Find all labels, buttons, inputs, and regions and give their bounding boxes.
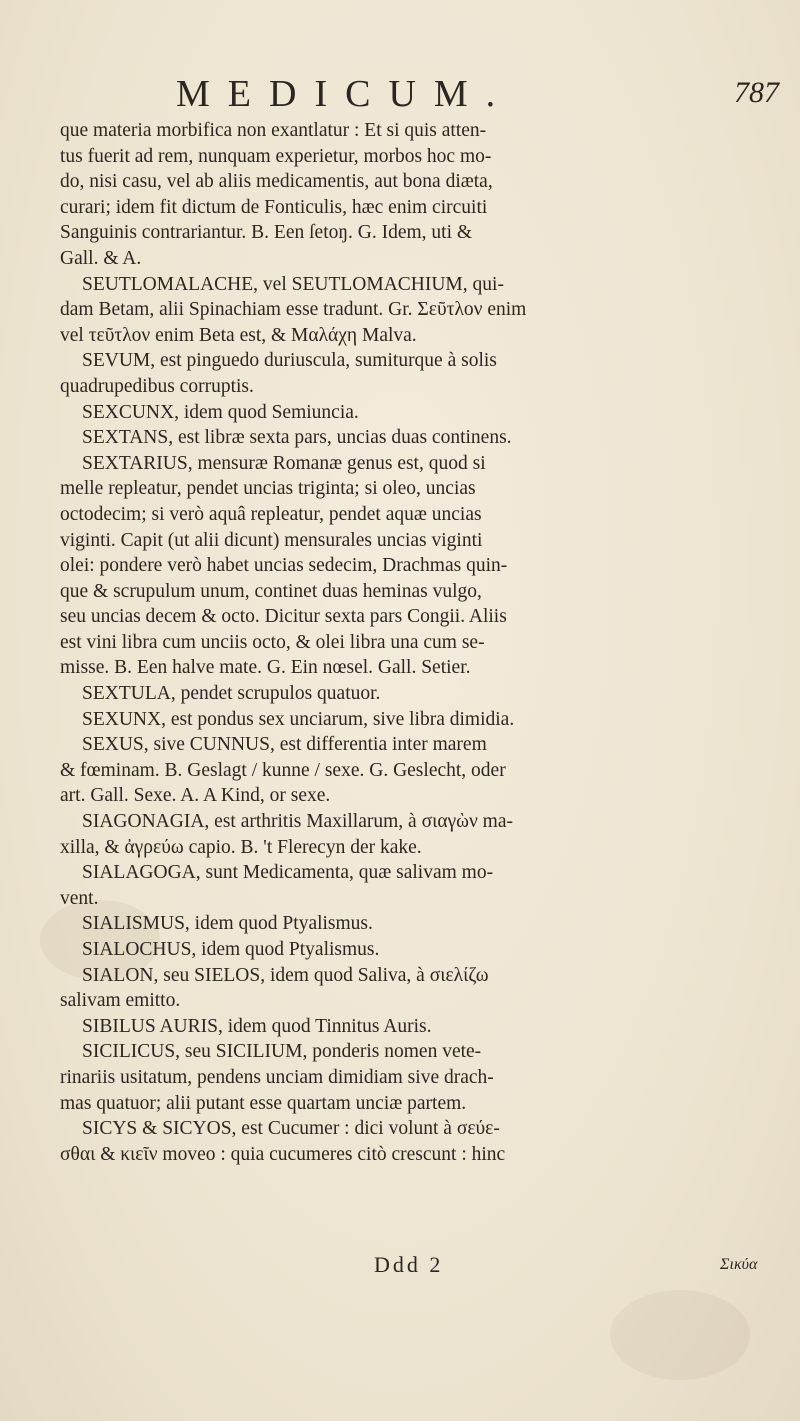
entry-line: SIBILUS AURIS, idem quod Tinnitus Auris. (82, 1015, 432, 1037)
paper-stain (610, 1290, 750, 1380)
entry-line: SEXUS, sive CUNNUS, est differentia inter marem (82, 734, 487, 756)
text-line: que & scrupulum unum, continet duas heminas vulgo, (60, 580, 482, 602)
text-line: art. Gall. Sexe. A. A Kind, or sexe. (60, 785, 331, 807)
text-line: est vini libra cum unciis octo, & olei libra una cum se- (60, 631, 485, 653)
entry-line: SIALISMUS, idem quod Ptyalismus. (82, 913, 373, 935)
text-line: dam Betam, alii Spinachiam esse tradunt. Gr. Σεῦτλον enim (60, 299, 527, 321)
page-number: 787 (734, 76, 779, 109)
entry-line: SIAGONAGIA, est arthritis Maxillarum, à σιαγὼν ma- (82, 811, 513, 833)
text-line: octodecim; si verò aquâ repleatur, pendet aquæ uncias (60, 503, 482, 525)
text-line: misse. B. Een halve mate. G. Ein nœsel. Gall. Setier. (60, 657, 471, 679)
page-footer (0, 1252, 800, 1282)
text-line: xilla, & ἀγρεύω capio. B. 't Flerecyn der kake. (60, 836, 422, 858)
entry-line: SIALON, seu SIELOS, idem quod Saliva, à σιελίζω (82, 964, 489, 986)
text-line: que materia morbifica non exantlatur : Et si quis atten- (60, 120, 487, 141)
text-line: curari; idem fit dictum de Fonticulis, hæc enim circuiti (60, 196, 488, 218)
entry-line: SEUTLOMALACHE, vel SEUTLOMACHIUM, qui- (82, 273, 504, 295)
running-head (0, 72, 800, 116)
entry-line: SEXTARIUS, mensuræ Romanæ genus est, quod si (82, 452, 486, 474)
text-line: melle repleatur, pendet uncias triginta; si oleo, uncias (60, 478, 476, 500)
text-line: tus fuerit ad rem, nunquam experietur, morbos hoc mo- (60, 145, 492, 167)
text-line: quadrupedibus corruptis. (60, 375, 254, 397)
text-line: Gall. & A. (60, 247, 142, 269)
catchword: Σικύα (720, 1256, 758, 1273)
entry-line: SEXTULA, pendet scrupulos quatuor. (82, 683, 381, 705)
entry-line: SEXTANS, est libræ sexta pars, uncias duas continens. (82, 427, 512, 449)
entry-line: SIALOCHUS, idem quod Ptyalismus. (82, 939, 380, 960)
entry-line: SEXUNX, est pondus sex unciarum, sive libra dimidia. (82, 708, 515, 730)
text-line: salivam emitto. (60, 990, 181, 1012)
entry-line: SICILICUS, seu SICILIUM, ponderis nomen vete- (82, 1041, 482, 1063)
text-line: rinariis usitatum, pendens unciam dimidiam sive drach- (60, 1066, 494, 1088)
text-line: mas quatuor; alii putant esse quartam unciæ partem. (60, 1092, 467, 1114)
text-line: & fœminam. B. Geslagt / kunne / sexe. G. Geslecht, oder (60, 759, 506, 781)
entry-line: SICYS & SICYOS, est Cucumer : dici volunt à σεύε- (82, 1118, 500, 1140)
text-line: σθαι & κιεῖν moveo : quia cucumeres citò crescunt : hinc (60, 1143, 506, 1165)
text-line: Sanguinis contrariantur. B. Een ſetoŋ. G. Idem, uti & (60, 222, 473, 244)
entry-line: SEVUM, est pinguedo duriuscula, sumiturque à solis (82, 350, 497, 372)
text-line: viginti. Capit (ut alii dicunt) mensurales uncias viginti (60, 529, 483, 551)
text-line: do, nisi casu, vel ab aliis medicamentis, aut bona diæta, (60, 171, 493, 193)
text-line: vent. (60, 887, 99, 909)
entry-line: SIALAGOGA, sunt Medicamenta, quæ salivam mo- (82, 862, 494, 884)
dictionary-text (60, 118, 772, 1167)
entry-line: SEXCUNX, idem quod Semiuncia. (82, 401, 359, 423)
running-title: MEDICUM. (176, 73, 514, 115)
text-line: vel τεῦτλον enim Beta est, & Μαλάχη Malva. (60, 324, 417, 346)
signature-mark: Ddd 2 (374, 1252, 444, 1277)
text-line: olei: pondere verò habet uncias sedecim, Drachmas quin- (60, 555, 508, 577)
text-line: seu uncias decem & octo. Dicitur sexta pars Congii. Aliis (60, 606, 507, 628)
